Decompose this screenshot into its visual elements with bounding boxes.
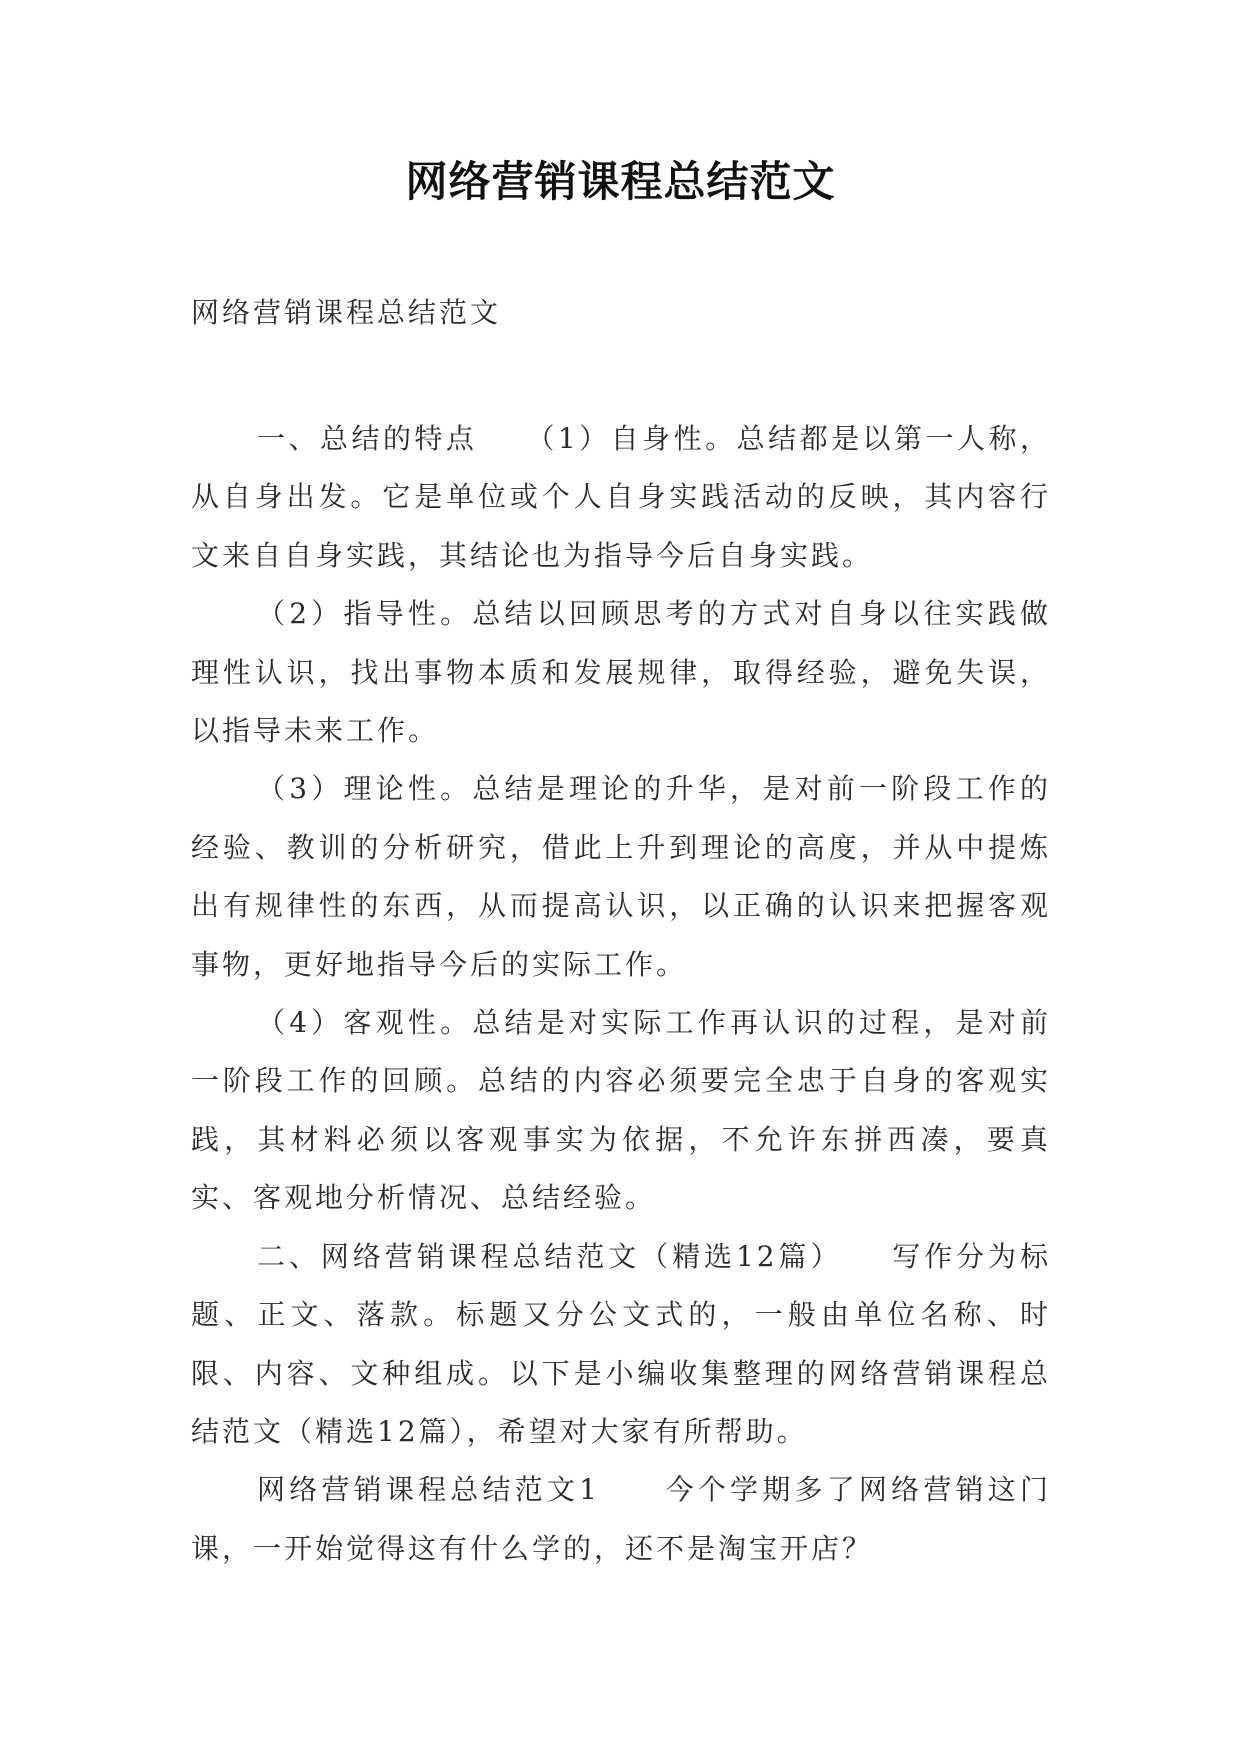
document-subtitle: 网络营销课程总结范文 (191, 296, 502, 329)
paragraph-sample-one: 网络营销课程总结范文1 今个学期多了网络营销这门课，一开始觉得这有什么学的，还不是淘宝开店？ (191, 1473, 1051, 1565)
document-title: 网络营销课程总结范文 (405, 157, 836, 206)
paragraph-section-two: 二、网络营销课程总结范文（精选12篇） 写作分为标题、正文、落款。标题又分公文式的，一般由单位名称、时限、内容、文种组成。以下是小编收集整理的网络营销课程总结范文（精选12篇），希望对大家有所帮助。 (191, 1239, 1051, 1448)
paragraph-characteristics: 一、总结的特点 （1）自身性。总结都是以第一人称，从自身出发。它是单位或个人自身实践活动的反映，其内容行文来自自身实践，其结论也为指导今后自身实践。 (191, 422, 1051, 572)
paragraph-objectivity: （4）客观性。总结是对实际工作再认识的过程，是对前一阶段工作的回顾。总结的内容必须要完全忠于自身的客观实践，其材料必须以客观事实为依据，不允许东拼西凑，要真实、客观地分析情况、总结经验。 (191, 1006, 1051, 1215)
paragraph-theory: （3）理论性。总结是理论的升华，是对前一阶段工作的经验、教训的分析研究，借此上升到理论的高度，并从中提炼出有规律性的东西，从而提高认识，以正确的认识来把握客观事物，更好地指导今后的实际工作。 (191, 772, 1051, 981)
document-body (191, 410, 1051, 1578)
paragraph-guidance: （2）指导性。总结以回顾思考的方式对自身以往实践做理性认识，找出事物本质和发展规律，取得经验，避免失误，以指导未来工作。 (191, 597, 1051, 748)
